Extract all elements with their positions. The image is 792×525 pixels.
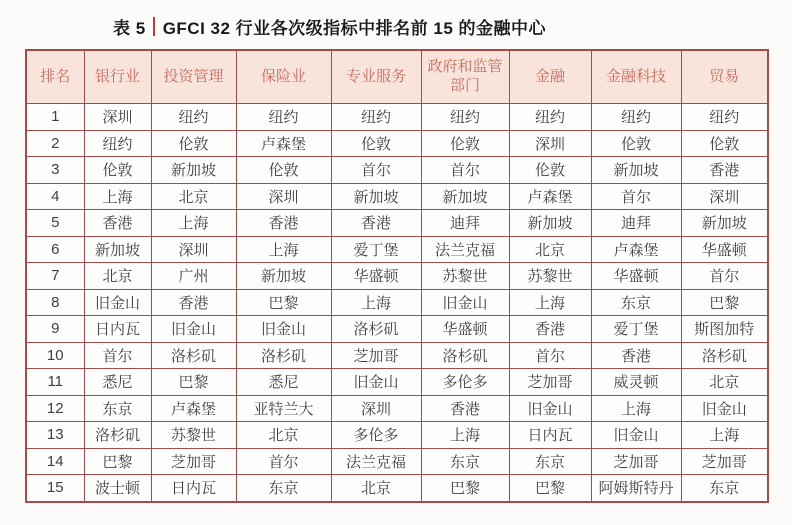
city-cell: 上海 (681, 422, 768, 449)
header-cell: 金融 (509, 50, 591, 104)
rank-cell: 11 (26, 369, 84, 396)
table-row (26, 395, 768, 422)
city-cell: 旧金山 (681, 395, 768, 422)
table-row (26, 475, 768, 502)
city-cell: 爱丁堡 (591, 316, 681, 343)
city-cell: 迪拜 (591, 210, 681, 237)
city-cell: 波士顿 (84, 475, 151, 502)
city-cell: 纽约 (84, 130, 151, 157)
city-cell: 芝加哥 (151, 448, 236, 475)
city-cell: 上海 (421, 422, 509, 449)
city-cell: 北京 (236, 422, 331, 449)
rank-cell: 1 (26, 104, 84, 131)
city-cell: 法兰克福 (331, 448, 421, 475)
rank-cell: 13 (26, 422, 84, 449)
city-cell: 旧金山 (421, 289, 509, 316)
city-cell: 旧金山 (509, 395, 591, 422)
city-cell: 芝加哥 (509, 369, 591, 396)
city-cell: 巴黎 (681, 289, 768, 316)
city-cell: 日内瓦 (84, 316, 151, 343)
city-cell: 纽约 (509, 104, 591, 131)
city-cell: 上海 (151, 210, 236, 237)
city-cell: 纽约 (151, 104, 236, 131)
rank-cell: 3 (26, 157, 84, 184)
city-cell: 深圳 (509, 130, 591, 157)
table-row (26, 210, 768, 237)
city-cell: 悉尼 (84, 369, 151, 396)
city-cell: 东京 (84, 395, 151, 422)
header-row (26, 50, 768, 104)
city-cell: 洛杉矶 (151, 342, 236, 369)
city-cell: 日内瓦 (509, 422, 591, 449)
header-cell: 贸易 (681, 50, 768, 104)
city-cell: 威灵顿 (591, 369, 681, 396)
city-cell: 东京 (681, 475, 768, 502)
city-cell: 新加坡 (151, 157, 236, 184)
header-cell: 专业服务 (331, 50, 421, 104)
city-cell: 首尔 (84, 342, 151, 369)
city-cell: 伦敦 (331, 130, 421, 157)
title-divider-bar (153, 17, 155, 36)
gfci-ranking-table (25, 49, 769, 503)
table-title-prefix: 表 5 (113, 19, 146, 38)
city-cell: 东京 (421, 448, 509, 475)
city-cell: 东京 (236, 475, 331, 502)
header-cell: 排名 (26, 50, 84, 104)
city-cell: 新加坡 (421, 183, 509, 210)
header-cell: 政府和监管部门 (421, 50, 509, 104)
city-cell: 日内瓦 (151, 475, 236, 502)
city-cell: 香港 (681, 157, 768, 184)
city-cell: 纽约 (591, 104, 681, 131)
city-cell: 深圳 (84, 104, 151, 131)
city-cell: 首尔 (591, 183, 681, 210)
header-cell: 保险业 (236, 50, 331, 104)
city-cell: 斯图加特 (681, 316, 768, 343)
city-cell: 巴黎 (236, 289, 331, 316)
city-cell: 首尔 (681, 263, 768, 290)
table-row (26, 289, 768, 316)
rank-cell: 6 (26, 236, 84, 263)
table-row (26, 157, 768, 184)
city-cell: 卢森堡 (236, 130, 331, 157)
city-cell: 伦敦 (84, 157, 151, 184)
rank-cell: 10 (26, 342, 84, 369)
table-row (26, 316, 768, 343)
city-cell: 北京 (84, 263, 151, 290)
city-cell: 香港 (421, 395, 509, 422)
rank-cell: 7 (26, 263, 84, 290)
city-cell: 新加坡 (331, 183, 421, 210)
city-cell: 东京 (509, 448, 591, 475)
city-cell: 芝加哥 (331, 342, 421, 369)
city-cell: 新加坡 (591, 157, 681, 184)
city-cell: 旧金山 (151, 316, 236, 343)
rank-cell: 8 (26, 289, 84, 316)
city-cell: 华盛顿 (681, 236, 768, 263)
city-cell: 法兰克福 (421, 236, 509, 263)
city-cell: 旧金山 (331, 369, 421, 396)
city-cell: 华盛顿 (591, 263, 681, 290)
city-cell: 阿姆斯特丹 (591, 475, 681, 502)
city-cell: 华盛顿 (331, 263, 421, 290)
city-cell: 多伦多 (331, 422, 421, 449)
table-header (26, 50, 768, 104)
city-cell: 广州 (151, 263, 236, 290)
city-cell: 苏黎世 (151, 422, 236, 449)
city-cell: 深圳 (236, 183, 331, 210)
city-cell: 香港 (151, 289, 236, 316)
city-cell: 北京 (681, 369, 768, 396)
city-cell: 巴黎 (151, 369, 236, 396)
city-cell: 纽约 (421, 104, 509, 131)
rank-cell: 2 (26, 130, 84, 157)
city-cell: 亚特兰大 (236, 395, 331, 422)
city-cell: 北京 (331, 475, 421, 502)
city-cell: 纽约 (331, 104, 421, 131)
city-cell: 首尔 (331, 157, 421, 184)
city-cell: 上海 (331, 289, 421, 316)
city-cell: 北京 (151, 183, 236, 210)
city-cell: 新加坡 (236, 263, 331, 290)
city-cell: 伦敦 (591, 130, 681, 157)
city-cell: 伦敦 (236, 157, 331, 184)
table-row (26, 130, 768, 157)
city-cell: 新加坡 (84, 236, 151, 263)
table-body (26, 104, 768, 502)
city-cell: 香港 (591, 342, 681, 369)
city-cell: 新加坡 (681, 210, 768, 237)
rank-cell: 14 (26, 448, 84, 475)
city-cell: 洛杉矶 (331, 316, 421, 343)
city-cell: 洛杉矶 (421, 342, 509, 369)
city-cell: 芝加哥 (681, 448, 768, 475)
city-cell: 苏黎世 (421, 263, 509, 290)
city-cell: 苏黎世 (509, 263, 591, 290)
city-cell: 洛杉矶 (236, 342, 331, 369)
city-cell: 华盛顿 (421, 316, 509, 343)
city-cell: 首尔 (236, 448, 331, 475)
city-cell: 爱丁堡 (331, 236, 421, 263)
city-cell: 旧金山 (84, 289, 151, 316)
city-cell: 香港 (84, 210, 151, 237)
city-cell: 上海 (84, 183, 151, 210)
city-cell: 旧金山 (591, 422, 681, 449)
city-cell: 上海 (236, 236, 331, 263)
city-cell: 伦敦 (509, 157, 591, 184)
rank-cell: 9 (26, 316, 84, 343)
city-cell: 多伦多 (421, 369, 509, 396)
city-cell: 东京 (591, 289, 681, 316)
city-cell: 深圳 (331, 395, 421, 422)
city-cell: 深圳 (681, 183, 768, 210)
rank-cell: 15 (26, 475, 84, 502)
city-cell: 深圳 (151, 236, 236, 263)
city-cell: 迪拜 (421, 210, 509, 237)
city-cell: 洛杉矶 (681, 342, 768, 369)
city-cell: 巴黎 (509, 475, 591, 502)
city-cell: 香港 (509, 316, 591, 343)
city-cell: 巴黎 (421, 475, 509, 502)
table-row (26, 448, 768, 475)
city-cell: 伦敦 (681, 130, 768, 157)
city-cell: 上海 (509, 289, 591, 316)
table-row (26, 263, 768, 290)
city-cell: 纽约 (236, 104, 331, 131)
city-cell: 卢森堡 (509, 183, 591, 210)
rank-cell: 12 (26, 395, 84, 422)
header-cell: 投资管理 (151, 50, 236, 104)
city-cell: 芝加哥 (591, 448, 681, 475)
city-cell: 伦敦 (151, 130, 236, 157)
city-cell: 香港 (331, 210, 421, 237)
rank-cell: 4 (26, 183, 84, 210)
header-cell: 金融科技 (591, 50, 681, 104)
city-cell: 巴黎 (84, 448, 151, 475)
table-row (26, 236, 768, 263)
city-cell: 新加坡 (509, 210, 591, 237)
table-title-text: GFCI 32 行业各次级指标中排名前 15 的金融中心 (162, 19, 547, 38)
rank-cell: 5 (26, 210, 84, 237)
city-cell: 悉尼 (236, 369, 331, 396)
city-cell: 卢森堡 (151, 395, 236, 422)
city-cell: 旧金山 (236, 316, 331, 343)
table-row (26, 104, 768, 131)
table-row (26, 422, 768, 449)
city-cell: 卢森堡 (591, 236, 681, 263)
city-cell: 北京 (509, 236, 591, 263)
city-cell: 香港 (236, 210, 331, 237)
city-cell: 洛杉矶 (84, 422, 151, 449)
city-cell: 上海 (591, 395, 681, 422)
table-row (26, 342, 768, 369)
header-cell: 银行业 (84, 50, 151, 104)
city-cell: 首尔 (509, 342, 591, 369)
table-row (26, 369, 768, 396)
city-cell: 首尔 (421, 157, 509, 184)
table-title (113, 14, 792, 39)
table-row (26, 183, 768, 210)
city-cell: 纽约 (681, 104, 768, 131)
city-cell: 伦敦 (421, 130, 509, 157)
